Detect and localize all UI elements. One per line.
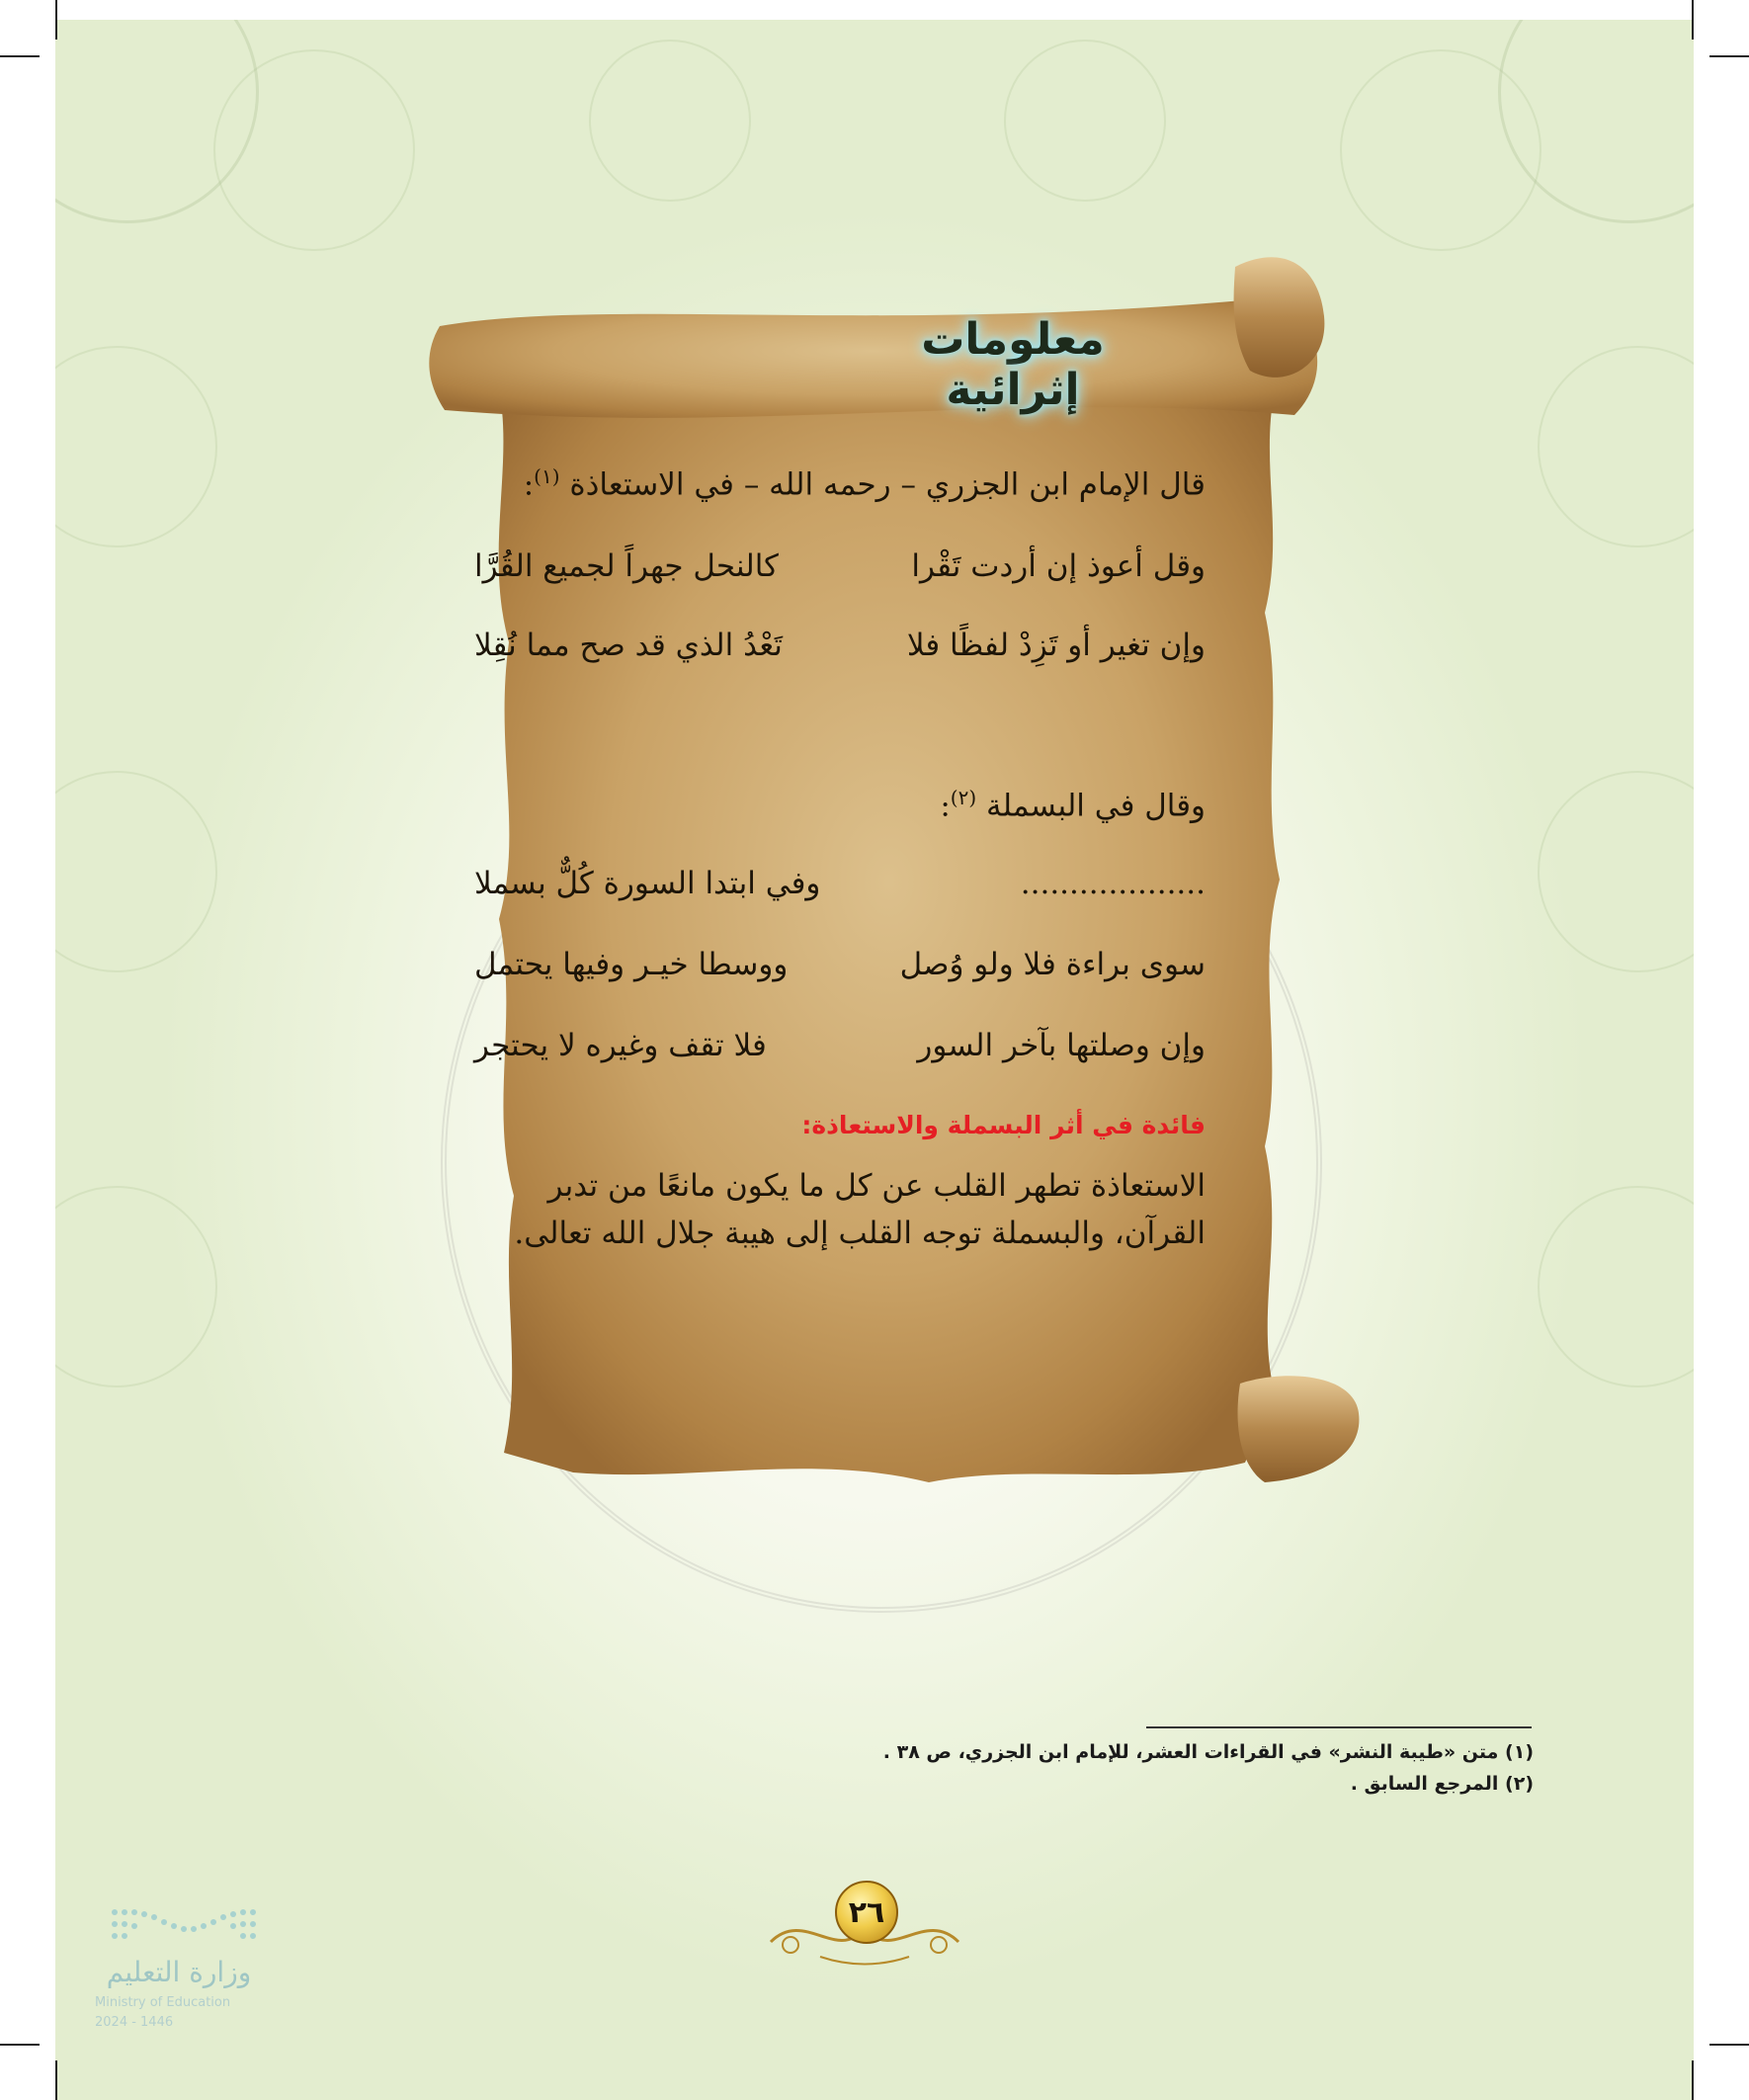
ministry-logo xyxy=(95,1902,273,2041)
verse-line xyxy=(474,548,1206,584)
verse-hemistich-left: تَعْدُ الذي قد صح مما نُقِلا xyxy=(474,628,783,663)
footnote-divider xyxy=(1146,1726,1532,1728)
logo-arabic: وزارة التعليم xyxy=(106,1956,252,1988)
verse-hemistich-right: وإن تغير أو تَزِدْ لفظًا فلا xyxy=(906,628,1206,663)
benefit-title: فائدة في أثر البسملة والاستعاذة: xyxy=(801,1111,1206,1139)
intro-line-2 xyxy=(474,786,1206,823)
logo-year: 2024 - 1446 xyxy=(95,2015,174,2030)
top-roll-curl xyxy=(1234,257,1325,378)
verse-hemistich-left: وفي ابتدا السورة كُلٌّ بسملا xyxy=(474,866,821,901)
logo-english: Ministry of Education xyxy=(95,1995,231,2010)
verse-line xyxy=(474,866,1206,901)
verse-line xyxy=(474,628,1206,663)
verse-hemistich-left: ووسطا خيـر وفيها يحتمل xyxy=(474,947,789,982)
benefit-text: الاستعاذة تطهر القلب عن كل ما يكون مانعًا من تدبر القرآن، والبسملة توجه القلب إلى هيبة جلال الله تعالى. xyxy=(514,1168,1206,1251)
verse-line xyxy=(474,1028,1206,1063)
logo-dots-icon xyxy=(95,1902,273,1952)
footnote-ref: (٢) xyxy=(950,786,977,809)
colon: : xyxy=(940,788,951,824)
colon: : xyxy=(523,466,535,503)
section-heading: معلومات إثرائية xyxy=(921,314,1105,415)
intro-text: وقال في البسملة xyxy=(986,788,1206,824)
footnote: (٢) المرجع السابق . xyxy=(1350,1773,1534,1795)
bottom-roll xyxy=(1238,1376,1360,1482)
intro-line xyxy=(474,464,1206,502)
verse-line xyxy=(474,947,1206,982)
verse-hemistich-left: كالنحل جهراً لجميع القُرَّا xyxy=(474,548,779,584)
footnote: (١) متن «طيبة النشر» في القراءات العشر، للإمام ابن الجزري، ص ٣٨ . xyxy=(882,1741,1534,1763)
verse-hemistich-right: وقل أعوذ إن أردت تَقْرا xyxy=(911,548,1206,584)
verse-hemistich-right: وإن وصلتها بآخر السور xyxy=(917,1028,1206,1063)
verse-hemistich-right: سوى براءة فلا ولو وُصل xyxy=(899,947,1206,982)
footnote-ref: (١) xyxy=(534,464,560,488)
verse-hemistich-right: ................... xyxy=(1020,866,1206,901)
verse-hemistich-left: فلا تقف وغيره لا يحتجر xyxy=(474,1028,767,1063)
intro-text: قال الإمام ابن الجزري – رحمه الله – في الاستعاذة xyxy=(569,466,1206,503)
page-number: ٢٦ xyxy=(835,1881,898,1944)
